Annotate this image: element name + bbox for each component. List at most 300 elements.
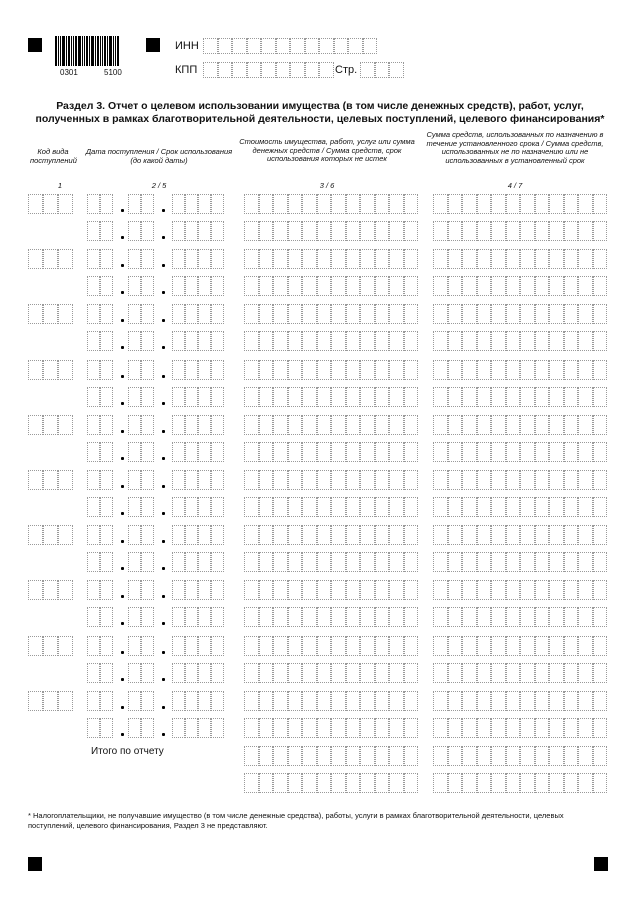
day-field[interactable] bbox=[87, 442, 113, 462]
used-amount-field-cell[interactable] bbox=[564, 718, 579, 738]
value-amount-field-cell[interactable] bbox=[302, 580, 317, 600]
used-amount-field-cell[interactable] bbox=[535, 387, 550, 407]
value-amount-field-cell[interactable] bbox=[360, 221, 375, 241]
total-used-field-cell[interactable] bbox=[549, 773, 564, 793]
value-amount-field[interactable] bbox=[244, 360, 418, 380]
used-amount-field-cell[interactable] bbox=[578, 415, 593, 435]
value-amount-field-cell[interactable] bbox=[244, 525, 259, 545]
used-amount-field-cell[interactable] bbox=[535, 360, 550, 380]
page-cell[interactable] bbox=[375, 62, 390, 78]
month-field-cell[interactable] bbox=[141, 194, 154, 214]
value-amount-field-cell[interactable] bbox=[331, 360, 346, 380]
value-amount-field-cell[interactable] bbox=[259, 525, 274, 545]
used-amount-field[interactable] bbox=[433, 607, 607, 627]
year-field-cell[interactable] bbox=[172, 387, 185, 407]
value-amount-field-cell[interactable] bbox=[331, 718, 346, 738]
year-field-cell[interactable] bbox=[172, 691, 185, 711]
total-used-field-cell[interactable] bbox=[578, 746, 593, 766]
total-used-field-cell[interactable] bbox=[462, 746, 477, 766]
used-amount-field-cell[interactable] bbox=[578, 470, 593, 490]
used-amount-field-cell[interactable] bbox=[549, 442, 564, 462]
used-amount-field-cell[interactable] bbox=[535, 331, 550, 351]
used-amount-field-cell[interactable] bbox=[462, 525, 477, 545]
day-field-cell[interactable] bbox=[87, 387, 100, 407]
used-amount-field-cell[interactable] bbox=[491, 360, 506, 380]
used-amount-field-cell[interactable] bbox=[506, 663, 521, 683]
value-amount-field-cell[interactable] bbox=[404, 525, 419, 545]
total-value-field-cell[interactable] bbox=[375, 746, 390, 766]
value-amount-field-cell[interactable] bbox=[389, 442, 404, 462]
used-amount-field-cell[interactable] bbox=[549, 552, 564, 572]
used-amount-field-cell[interactable] bbox=[520, 691, 535, 711]
value-amount-field[interactable] bbox=[244, 331, 418, 351]
kpp-cell[interactable] bbox=[290, 62, 305, 78]
year-field-cell[interactable] bbox=[211, 304, 224, 324]
day-field[interactable] bbox=[87, 276, 113, 296]
used-amount-field-cell[interactable] bbox=[462, 636, 477, 656]
day-field-cell[interactable] bbox=[87, 663, 100, 683]
income-code-field-cell[interactable] bbox=[58, 580, 73, 600]
value-amount-field-cell[interactable] bbox=[302, 194, 317, 214]
used-amount-field-cell[interactable] bbox=[433, 194, 448, 214]
value-amount-field-cell[interactable] bbox=[288, 607, 303, 627]
month-field[interactable] bbox=[128, 607, 154, 627]
year-field-cell[interactable] bbox=[211, 552, 224, 572]
day-field-cell[interactable] bbox=[100, 442, 113, 462]
total-value-field-cell[interactable] bbox=[346, 746, 361, 766]
value-amount-field-cell[interactable] bbox=[404, 331, 419, 351]
used-amount-field-cell[interactable] bbox=[433, 497, 448, 517]
total-used-field-cell[interactable] bbox=[564, 746, 579, 766]
value-amount-field-cell[interactable] bbox=[259, 194, 274, 214]
month-field[interactable] bbox=[128, 221, 154, 241]
day-field[interactable] bbox=[87, 607, 113, 627]
value-amount-field[interactable] bbox=[244, 497, 418, 517]
used-amount-field-cell[interactable] bbox=[462, 221, 477, 241]
used-amount-field-cell[interactable] bbox=[462, 442, 477, 462]
day-field[interactable] bbox=[87, 552, 113, 572]
inn-field[interactable] bbox=[203, 38, 377, 54]
month-field-cell[interactable] bbox=[141, 249, 154, 269]
value-amount-field-cell[interactable] bbox=[346, 194, 361, 214]
month-field-cell[interactable] bbox=[128, 607, 141, 627]
used-amount-field-cell[interactable] bbox=[506, 331, 521, 351]
total-value-field-cell[interactable] bbox=[273, 746, 288, 766]
used-amount-field-cell[interactable] bbox=[593, 442, 608, 462]
value-amount-field-cell[interactable] bbox=[346, 221, 361, 241]
value-amount-field-cell[interactable] bbox=[317, 525, 332, 545]
value-amount-field-cell[interactable] bbox=[331, 304, 346, 324]
year-field-cell[interactable] bbox=[211, 360, 224, 380]
year-field-cell[interactable] bbox=[185, 360, 198, 380]
year-field-cell[interactable] bbox=[185, 249, 198, 269]
year-field[interactable] bbox=[172, 360, 224, 380]
value-amount-field-cell[interactable] bbox=[288, 304, 303, 324]
month-field-cell[interactable] bbox=[141, 607, 154, 627]
value-amount-field-cell[interactable] bbox=[317, 691, 332, 711]
used-amount-field-cell[interactable] bbox=[520, 663, 535, 683]
used-amount-field-cell[interactable] bbox=[564, 691, 579, 711]
year-field[interactable] bbox=[172, 415, 224, 435]
month-field[interactable] bbox=[128, 249, 154, 269]
used-amount-field[interactable] bbox=[433, 442, 607, 462]
value-amount-field-cell[interactable] bbox=[375, 470, 390, 490]
total-value-field-cell[interactable] bbox=[404, 773, 419, 793]
value-amount-field-cell[interactable] bbox=[302, 415, 317, 435]
used-amount-field-cell[interactable] bbox=[578, 194, 593, 214]
value-amount-field-cell[interactable] bbox=[302, 387, 317, 407]
used-amount-field-cell[interactable] bbox=[564, 249, 579, 269]
value-amount-field-cell[interactable] bbox=[259, 304, 274, 324]
total-value-field[interactable] bbox=[244, 773, 418, 793]
total-used-field-cell[interactable] bbox=[520, 746, 535, 766]
year-field-cell[interactable] bbox=[211, 636, 224, 656]
income-code-field-cell[interactable] bbox=[28, 691, 43, 711]
used-amount-field-cell[interactable] bbox=[491, 718, 506, 738]
value-amount-field[interactable] bbox=[244, 552, 418, 572]
day-field-cell[interactable] bbox=[100, 663, 113, 683]
day-field-cell[interactable] bbox=[87, 580, 100, 600]
used-amount-field-cell[interactable] bbox=[535, 636, 550, 656]
month-field-cell[interactable] bbox=[128, 470, 141, 490]
used-amount-field-cell[interactable] bbox=[448, 331, 463, 351]
value-amount-field-cell[interactable] bbox=[375, 360, 390, 380]
day-field-cell[interactable] bbox=[87, 360, 100, 380]
income-code-field-cell[interactable] bbox=[43, 194, 58, 214]
value-amount-field-cell[interactable] bbox=[375, 387, 390, 407]
value-amount-field-cell[interactable] bbox=[273, 360, 288, 380]
used-amount-field-cell[interactable] bbox=[564, 194, 579, 214]
used-amount-field-cell[interactable] bbox=[535, 276, 550, 296]
value-amount-field-cell[interactable] bbox=[288, 331, 303, 351]
used-amount-field-cell[interactable] bbox=[578, 387, 593, 407]
value-amount-field-cell[interactable] bbox=[360, 360, 375, 380]
used-amount-field[interactable] bbox=[433, 718, 607, 738]
inn-cell[interactable] bbox=[247, 38, 262, 54]
value-amount-field[interactable] bbox=[244, 663, 418, 683]
value-amount-field-cell[interactable] bbox=[389, 607, 404, 627]
value-amount-field[interactable] bbox=[244, 470, 418, 490]
used-amount-field-cell[interactable] bbox=[491, 691, 506, 711]
value-amount-field-cell[interactable] bbox=[346, 607, 361, 627]
income-code-field-cell[interactable] bbox=[58, 691, 73, 711]
used-amount-field-cell[interactable] bbox=[535, 718, 550, 738]
value-amount-field-cell[interactable] bbox=[244, 304, 259, 324]
income-code-field-cell[interactable] bbox=[58, 304, 73, 324]
total-used-field-cell[interactable] bbox=[448, 773, 463, 793]
income-code-field-cell[interactable] bbox=[28, 580, 43, 600]
income-code-field-cell[interactable] bbox=[43, 470, 58, 490]
used-amount-field-cell[interactable] bbox=[462, 360, 477, 380]
month-field-cell[interactable] bbox=[128, 276, 141, 296]
month-field-cell[interactable] bbox=[141, 636, 154, 656]
used-amount-field-cell[interactable] bbox=[520, 497, 535, 517]
day-field-cell[interactable] bbox=[100, 387, 113, 407]
used-amount-field-cell[interactable] bbox=[578, 221, 593, 241]
year-field-cell[interactable] bbox=[172, 470, 185, 490]
used-amount-field-cell[interactable] bbox=[433, 221, 448, 241]
income-code-field-cell[interactable] bbox=[28, 360, 43, 380]
value-amount-field-cell[interactable] bbox=[346, 636, 361, 656]
total-value-field-cell[interactable] bbox=[259, 746, 274, 766]
year-field-cell[interactable] bbox=[198, 415, 211, 435]
used-amount-field-cell[interactable] bbox=[520, 249, 535, 269]
year-field-cell[interactable] bbox=[211, 194, 224, 214]
value-amount-field-cell[interactable] bbox=[244, 580, 259, 600]
used-amount-field-cell[interactable] bbox=[578, 497, 593, 517]
day-field-cell[interactable] bbox=[100, 580, 113, 600]
day-field-cell[interactable] bbox=[100, 470, 113, 490]
used-amount-field-cell[interactable] bbox=[578, 525, 593, 545]
value-amount-field-cell[interactable] bbox=[346, 580, 361, 600]
year-field-cell[interactable] bbox=[185, 525, 198, 545]
inn-cell[interactable] bbox=[305, 38, 320, 54]
value-amount-field-cell[interactable] bbox=[317, 387, 332, 407]
used-amount-field-cell[interactable] bbox=[520, 636, 535, 656]
year-field[interactable] bbox=[172, 442, 224, 462]
year-field-cell[interactable] bbox=[198, 194, 211, 214]
value-amount-field-cell[interactable] bbox=[404, 718, 419, 738]
value-amount-field-cell[interactable] bbox=[244, 718, 259, 738]
used-amount-field-cell[interactable] bbox=[549, 691, 564, 711]
value-amount-field-cell[interactable] bbox=[360, 470, 375, 490]
used-amount-field-cell[interactable] bbox=[506, 194, 521, 214]
used-amount-field-cell[interactable] bbox=[462, 497, 477, 517]
value-amount-field-cell[interactable] bbox=[273, 580, 288, 600]
used-amount-field-cell[interactable] bbox=[448, 415, 463, 435]
total-value-field-cell[interactable] bbox=[302, 773, 317, 793]
value-amount-field-cell[interactable] bbox=[360, 607, 375, 627]
day-field-cell[interactable] bbox=[100, 415, 113, 435]
value-amount-field-cell[interactable] bbox=[331, 663, 346, 683]
used-amount-field-cell[interactable] bbox=[506, 580, 521, 600]
value-amount-field-cell[interactable] bbox=[375, 497, 390, 517]
used-amount-field-cell[interactable] bbox=[578, 718, 593, 738]
value-amount-field-cell[interactable] bbox=[259, 415, 274, 435]
value-amount-field-cell[interactable] bbox=[360, 636, 375, 656]
value-amount-field-cell[interactable] bbox=[244, 442, 259, 462]
year-field[interactable] bbox=[172, 580, 224, 600]
total-used-field-cell[interactable] bbox=[491, 746, 506, 766]
used-amount-field-cell[interactable] bbox=[448, 276, 463, 296]
day-field-cell[interactable] bbox=[87, 221, 100, 241]
used-amount-field-cell[interactable] bbox=[520, 415, 535, 435]
income-code-field[interactable] bbox=[28, 470, 73, 490]
used-amount-field-cell[interactable] bbox=[448, 470, 463, 490]
used-amount-field-cell[interactable] bbox=[491, 194, 506, 214]
value-amount-field-cell[interactable] bbox=[288, 470, 303, 490]
value-amount-field-cell[interactable] bbox=[346, 718, 361, 738]
month-field-cell[interactable] bbox=[128, 663, 141, 683]
value-amount-field[interactable] bbox=[244, 525, 418, 545]
page-number-field[interactable] bbox=[360, 62, 404, 78]
value-amount-field-cell[interactable] bbox=[288, 636, 303, 656]
value-amount-field-cell[interactable] bbox=[375, 331, 390, 351]
value-amount-field-cell[interactable] bbox=[244, 331, 259, 351]
day-field-cell[interactable] bbox=[100, 636, 113, 656]
used-amount-field-cell[interactable] bbox=[549, 607, 564, 627]
day-field-cell[interactable] bbox=[87, 249, 100, 269]
total-value-field-cell[interactable] bbox=[317, 773, 332, 793]
used-amount-field-cell[interactable] bbox=[462, 249, 477, 269]
value-amount-field-cell[interactable] bbox=[244, 415, 259, 435]
year-field-cell[interactable] bbox=[185, 470, 198, 490]
value-amount-field-cell[interactable] bbox=[375, 276, 390, 296]
value-amount-field-cell[interactable] bbox=[331, 194, 346, 214]
day-field-cell[interactable] bbox=[87, 415, 100, 435]
day-field-cell[interactable] bbox=[100, 691, 113, 711]
inn-cell[interactable] bbox=[261, 38, 276, 54]
used-amount-field-cell[interactable] bbox=[549, 415, 564, 435]
year-field-cell[interactable] bbox=[185, 580, 198, 600]
total-used-field-cell[interactable] bbox=[593, 773, 608, 793]
value-amount-field-cell[interactable] bbox=[288, 497, 303, 517]
value-amount-field[interactable] bbox=[244, 194, 418, 214]
used-amount-field-cell[interactable] bbox=[578, 691, 593, 711]
year-field-cell[interactable] bbox=[185, 387, 198, 407]
used-amount-field-cell[interactable] bbox=[549, 470, 564, 490]
year-field-cell[interactable] bbox=[185, 691, 198, 711]
used-amount-field-cell[interactable] bbox=[593, 415, 608, 435]
value-amount-field-cell[interactable] bbox=[273, 470, 288, 490]
used-amount-field-cell[interactable] bbox=[564, 580, 579, 600]
used-amount-field-cell[interactable] bbox=[549, 331, 564, 351]
used-amount-field-cell[interactable] bbox=[593, 497, 608, 517]
month-field-cell[interactable] bbox=[128, 691, 141, 711]
day-field-cell[interactable] bbox=[87, 552, 100, 572]
value-amount-field[interactable] bbox=[244, 221, 418, 241]
value-amount-field-cell[interactable] bbox=[288, 276, 303, 296]
used-amount-field-cell[interactable] bbox=[506, 360, 521, 380]
used-amount-field-cell[interactable] bbox=[593, 636, 608, 656]
value-amount-field-cell[interactable] bbox=[317, 249, 332, 269]
used-amount-field-cell[interactable] bbox=[549, 249, 564, 269]
page-cell[interactable] bbox=[389, 62, 404, 78]
day-field-cell[interactable] bbox=[87, 276, 100, 296]
year-field-cell[interactable] bbox=[198, 470, 211, 490]
income-code-field[interactable] bbox=[28, 580, 73, 600]
value-amount-field-cell[interactable] bbox=[244, 663, 259, 683]
value-amount-field-cell[interactable] bbox=[331, 636, 346, 656]
used-amount-field-cell[interactable] bbox=[433, 360, 448, 380]
used-amount-field-cell[interactable] bbox=[491, 415, 506, 435]
value-amount-field-cell[interactable] bbox=[375, 552, 390, 572]
value-amount-field[interactable] bbox=[244, 442, 418, 462]
value-amount-field-cell[interactable] bbox=[346, 415, 361, 435]
value-amount-field-cell[interactable] bbox=[273, 304, 288, 324]
used-amount-field-cell[interactable] bbox=[448, 691, 463, 711]
used-amount-field[interactable] bbox=[433, 276, 607, 296]
month-field-cell[interactable] bbox=[141, 525, 154, 545]
value-amount-field-cell[interactable] bbox=[346, 470, 361, 490]
value-amount-field[interactable] bbox=[244, 636, 418, 656]
value-amount-field-cell[interactable] bbox=[259, 221, 274, 241]
year-field-cell[interactable] bbox=[211, 415, 224, 435]
used-amount-field-cell[interactable] bbox=[506, 442, 521, 462]
total-value-field-cell[interactable] bbox=[346, 773, 361, 793]
used-amount-field-cell[interactable] bbox=[549, 580, 564, 600]
used-amount-field-cell[interactable] bbox=[578, 360, 593, 380]
day-field-cell[interactable] bbox=[87, 636, 100, 656]
value-amount-field-cell[interactable] bbox=[302, 607, 317, 627]
used-amount-field-cell[interactable] bbox=[506, 497, 521, 517]
used-amount-field-cell[interactable] bbox=[564, 415, 579, 435]
used-amount-field-cell[interactable] bbox=[593, 525, 608, 545]
year-field-cell[interactable] bbox=[172, 663, 185, 683]
value-amount-field-cell[interactable] bbox=[273, 442, 288, 462]
used-amount-field-cell[interactable] bbox=[578, 663, 593, 683]
value-amount-field-cell[interactable] bbox=[389, 580, 404, 600]
total-used-field[interactable] bbox=[433, 746, 607, 766]
year-field-cell[interactable] bbox=[198, 525, 211, 545]
year-field[interactable] bbox=[172, 718, 224, 738]
year-field-cell[interactable] bbox=[172, 360, 185, 380]
month-field-cell[interactable] bbox=[128, 360, 141, 380]
value-amount-field-cell[interactable] bbox=[288, 552, 303, 572]
used-amount-field-cell[interactable] bbox=[462, 415, 477, 435]
used-amount-field-cell[interactable] bbox=[491, 607, 506, 627]
value-amount-field[interactable] bbox=[244, 607, 418, 627]
used-amount-field-cell[interactable] bbox=[593, 304, 608, 324]
used-amount-field[interactable] bbox=[433, 691, 607, 711]
value-amount-field-cell[interactable] bbox=[288, 525, 303, 545]
value-amount-field-cell[interactable] bbox=[331, 470, 346, 490]
value-amount-field-cell[interactable] bbox=[273, 276, 288, 296]
used-amount-field-cell[interactable] bbox=[578, 276, 593, 296]
day-field[interactable] bbox=[87, 691, 113, 711]
year-field[interactable] bbox=[172, 470, 224, 490]
day-field[interactable] bbox=[87, 497, 113, 517]
used-amount-field-cell[interactable] bbox=[433, 304, 448, 324]
value-amount-field-cell[interactable] bbox=[389, 304, 404, 324]
used-amount-field-cell[interactable] bbox=[506, 249, 521, 269]
used-amount-field-cell[interactable] bbox=[477, 387, 492, 407]
value-amount-field-cell[interactable] bbox=[259, 276, 274, 296]
income-code-field-cell[interactable] bbox=[28, 304, 43, 324]
income-code-field-cell[interactable] bbox=[43, 636, 58, 656]
used-amount-field-cell[interactable] bbox=[535, 552, 550, 572]
day-field-cell[interactable] bbox=[100, 194, 113, 214]
year-field-cell[interactable] bbox=[198, 442, 211, 462]
total-value-field[interactable] bbox=[244, 746, 418, 766]
value-amount-field-cell[interactable] bbox=[317, 194, 332, 214]
month-field-cell[interactable] bbox=[128, 497, 141, 517]
value-amount-field-cell[interactable] bbox=[302, 221, 317, 241]
used-amount-field-cell[interactable] bbox=[491, 387, 506, 407]
used-amount-field-cell[interactable] bbox=[506, 387, 521, 407]
year-field-cell[interactable] bbox=[172, 415, 185, 435]
value-amount-field-cell[interactable] bbox=[302, 636, 317, 656]
total-used-field-cell[interactable] bbox=[535, 773, 550, 793]
day-field-cell[interactable] bbox=[87, 194, 100, 214]
used-amount-field-cell[interactable] bbox=[506, 221, 521, 241]
value-amount-field-cell[interactable] bbox=[259, 470, 274, 490]
used-amount-field-cell[interactable] bbox=[462, 663, 477, 683]
month-field-cell[interactable] bbox=[128, 552, 141, 572]
value-amount-field-cell[interactable] bbox=[360, 663, 375, 683]
value-amount-field-cell[interactable] bbox=[259, 249, 274, 269]
value-amount-field-cell[interactable] bbox=[375, 221, 390, 241]
day-field[interactable] bbox=[87, 415, 113, 435]
used-amount-field-cell[interactable] bbox=[491, 276, 506, 296]
used-amount-field-cell[interactable] bbox=[448, 497, 463, 517]
used-amount-field-cell[interactable] bbox=[491, 304, 506, 324]
day-field-cell[interactable] bbox=[87, 304, 100, 324]
used-amount-field-cell[interactable] bbox=[506, 607, 521, 627]
used-amount-field-cell[interactable] bbox=[477, 331, 492, 351]
year-field-cell[interactable] bbox=[198, 718, 211, 738]
year-field-cell[interactable] bbox=[198, 497, 211, 517]
